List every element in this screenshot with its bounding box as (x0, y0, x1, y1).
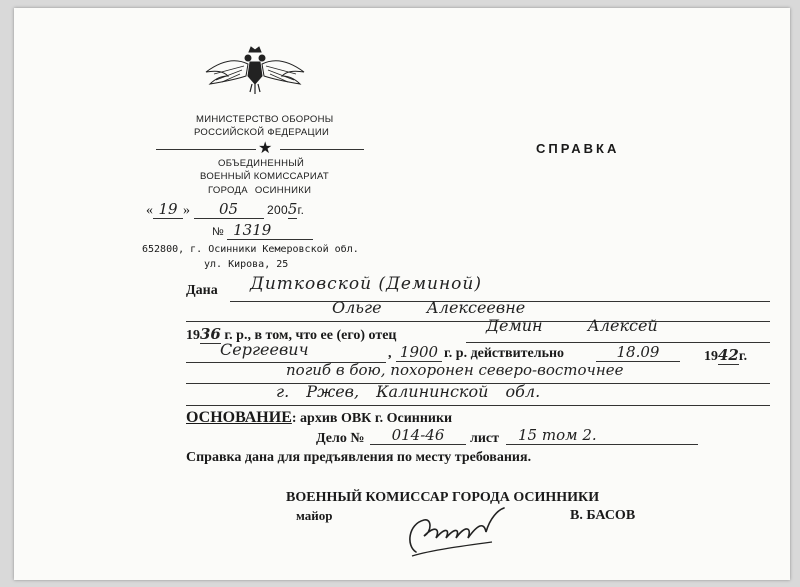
death-year (704, 346, 747, 365)
office-line2: ВОЕННЫЙ КОМИССАРИАТ (200, 171, 330, 182)
case-label: Дело № (316, 431, 365, 446)
address-line1: 652800, г. Осинники Кемеровской обл. (142, 244, 359, 255)
ministry-line2: РОССИЙСКОЙ ФЕДЕРАЦИИ (194, 127, 330, 138)
comma: , (388, 346, 392, 361)
fate-line2: г. Ржев, Калининской обл. (276, 382, 541, 401)
father-birth-year: 1900 (396, 343, 442, 362)
death-year-prefix: 19 (704, 349, 718, 364)
office-line1: ОБЪЕДИНЕННЫЙ (218, 158, 305, 169)
star-icon: ★ (258, 140, 273, 157)
birth-text: г. р., в том, что ее (его) отец (224, 328, 397, 343)
signer-rank: майор (296, 508, 333, 523)
stamp-divider-right (280, 149, 364, 150)
purpose-text: Справка дана для предъявления по месту требования. (186, 450, 532, 465)
father-value: Демин Алексей (486, 316, 658, 335)
basis-label: ОСНОВАНИЕ (186, 409, 292, 426)
double-headed-eagle-icon (200, 46, 310, 96)
document-number (212, 221, 313, 240)
death-date: 18.09 (596, 343, 680, 362)
birth-prefix: 19 (186, 328, 200, 343)
basis-text: : архив ОВК г. Осинники (291, 411, 453, 426)
given-value: Дитковской (Деминой) (250, 274, 483, 294)
ministry-line1: МИНИСТЕРСТВО ОБОРОНЫ (196, 114, 334, 125)
name-value: Ольге Алексеевне (332, 298, 526, 317)
date-year-digit: 5 (287, 200, 298, 218)
death-year-digits: 42 (718, 346, 739, 364)
date-open-quote: « (146, 203, 153, 218)
address-line2: ул. Кирова, 25 (204, 259, 289, 270)
number-value: 1319 (227, 221, 313, 240)
date-year-suffix: г. (297, 203, 305, 217)
case-value: 014-46 (370, 426, 466, 445)
date-month: 05 (194, 200, 264, 219)
stamp-divider-left (156, 149, 256, 150)
office-line3: ГОРОДА ОСИННИКИ (208, 185, 312, 196)
sheet-label: лист (470, 431, 500, 446)
page-title: СПРАВКА (536, 141, 620, 156)
signer-position: ВОЕННЫЙ КОМИССАР ГОРОДА ОСИННИКИ (286, 490, 600, 505)
handwritten-signature (402, 502, 512, 562)
date-day: 19 (153, 200, 183, 219)
death-year-suffix: г. (738, 349, 748, 364)
sheet-value: 15 том 2. (506, 426, 698, 445)
patronymic-value: Сергеевич (220, 340, 309, 359)
number-label: № (212, 226, 225, 238)
certificate-document (14, 8, 790, 580)
date-close-quote: » (183, 203, 190, 218)
fate-line1: погиб в бою, похоронен северо-восточнее (286, 361, 624, 379)
signer-name: В. БАСОВ (570, 508, 636, 523)
basis-line (186, 409, 452, 427)
given-label: Дана (186, 283, 218, 298)
actually-text: г. р. действительно (444, 346, 565, 361)
issue-date (146, 200, 304, 219)
date-year-prefix: 200 (267, 203, 288, 217)
birth-digits: 36 (200, 325, 221, 343)
